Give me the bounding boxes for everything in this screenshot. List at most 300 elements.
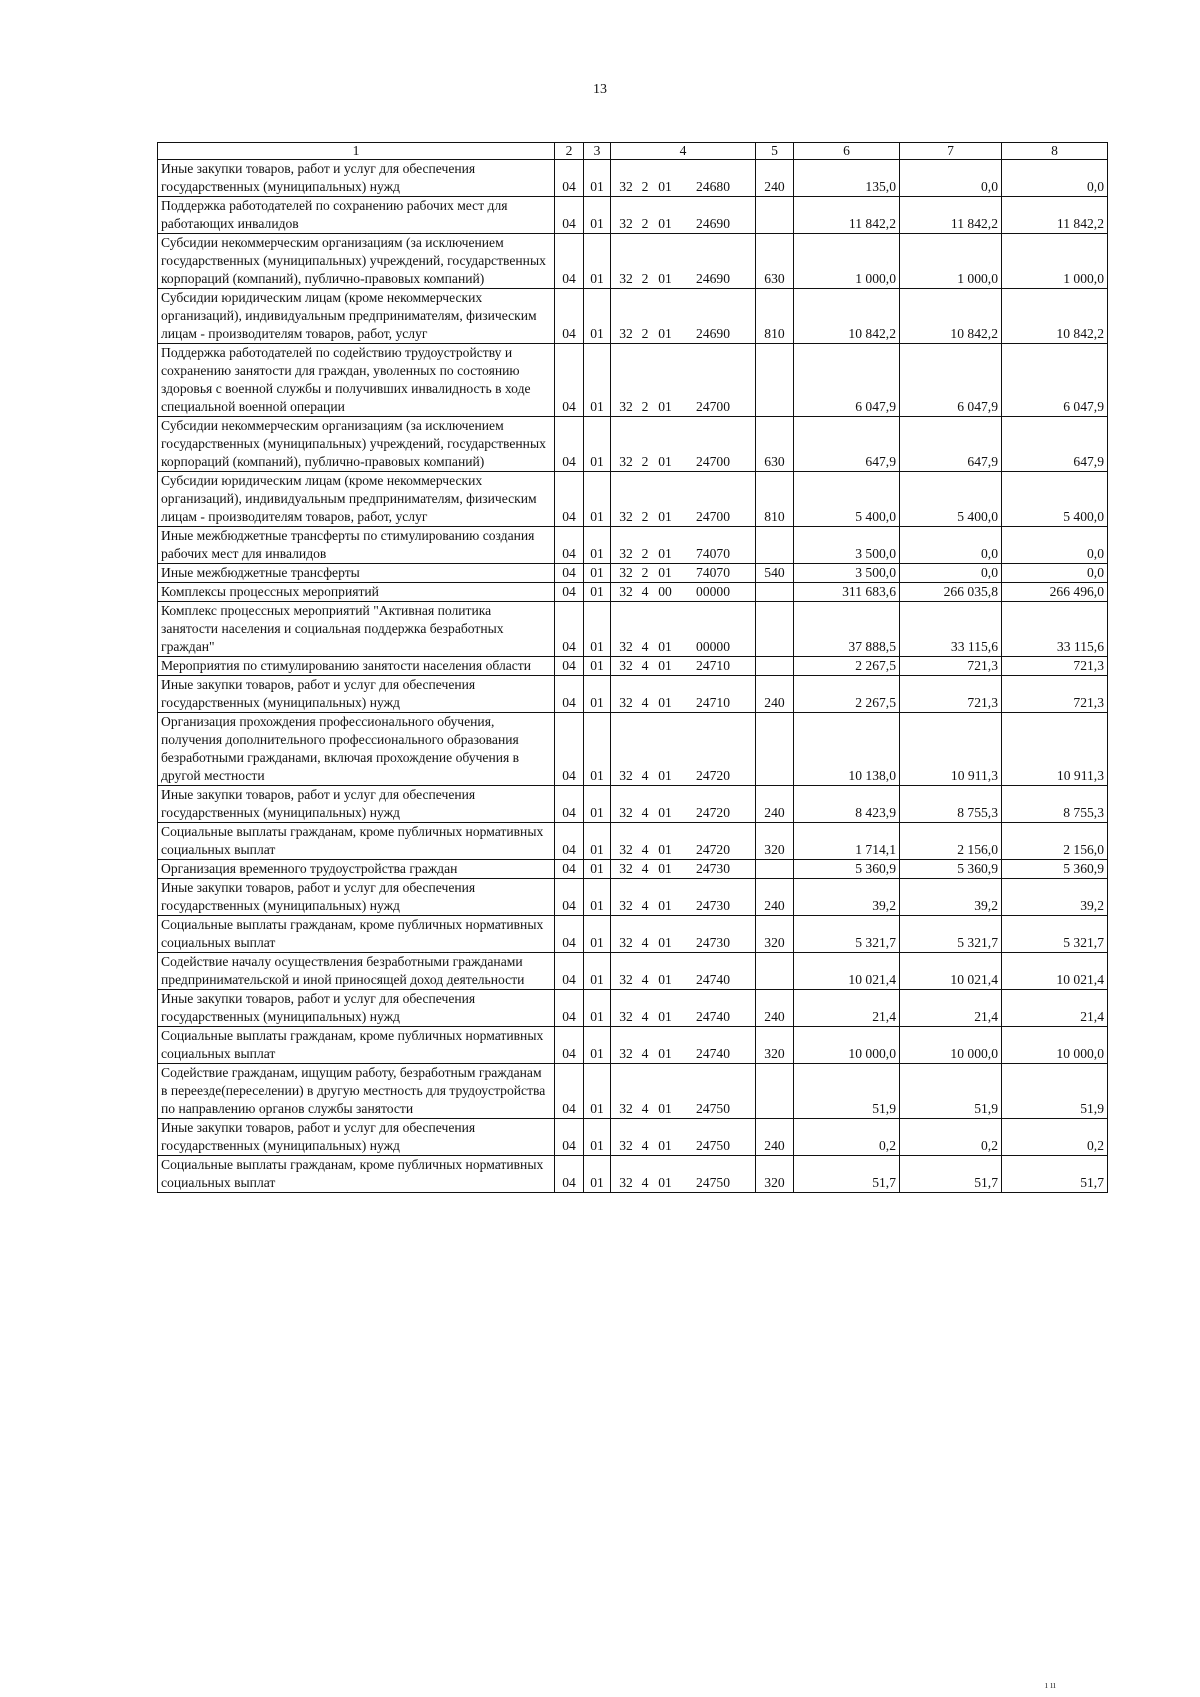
- row-amount-year2: 10 842,2: [900, 289, 1002, 344]
- row-amount-year1: 10 000,0: [794, 1027, 900, 1064]
- row-expense-type: 320: [756, 1156, 794, 1193]
- code-direction: 24710: [696, 658, 730, 673]
- row-target-code: [611, 234, 756, 289]
- code-type: 2: [641, 454, 649, 469]
- code-subprogram: 01: [658, 326, 672, 341]
- row-subsection: 01: [584, 527, 611, 564]
- row-subsection: 01: [584, 197, 611, 234]
- header-col-6: 6: [794, 143, 900, 160]
- row-target-code: [611, 160, 756, 197]
- row-name: Комплексы процессных мероприятий: [158, 583, 555, 602]
- table-row: [158, 472, 1108, 527]
- code-subprogram: 01: [658, 1101, 672, 1116]
- row-amount-year2: 10 021,4: [900, 953, 1002, 990]
- row-subsection: 01: [584, 823, 611, 860]
- row-expense-type: 240: [756, 879, 794, 916]
- code-program: 32: [619, 326, 633, 341]
- code-program: 32: [619, 271, 633, 286]
- row-amount-year2: 6 047,9: [900, 344, 1002, 417]
- page-number: 13: [593, 82, 607, 97]
- code-subprogram: 01: [658, 399, 672, 414]
- code-type: 4: [641, 658, 649, 673]
- row-amount-year1: 1 000,0: [794, 234, 900, 289]
- row-expense-type: 320: [756, 1027, 794, 1064]
- code-subprogram: 01: [658, 1009, 672, 1024]
- code-type: 4: [641, 1101, 649, 1116]
- code-direction: 24700: [696, 454, 730, 469]
- row-expense-type: 240: [756, 160, 794, 197]
- code-direction: 24720: [696, 842, 730, 857]
- row-subsection: 01: [584, 990, 611, 1027]
- row-expense-type: [756, 197, 794, 234]
- row-amount-year1: 3 500,0: [794, 527, 900, 564]
- row-amount-year3: 51,9: [1002, 1064, 1108, 1119]
- code-direction: 74070: [696, 546, 730, 561]
- row-name: Организация временного трудоустройства граждан: [158, 860, 555, 879]
- row-amount-year1: 1 714,1: [794, 823, 900, 860]
- row-name: Социальные выплаты гражданам, кроме публичных нормативных социальных выплат: [158, 1156, 555, 1193]
- code-type: 2: [641, 179, 649, 194]
- code-direction: 24700: [696, 399, 730, 414]
- row-amount-year3: 33 115,6: [1002, 602, 1108, 657]
- row-subsection: 01: [584, 234, 611, 289]
- code-subprogram: 01: [658, 805, 672, 820]
- code-direction: 00000: [696, 639, 730, 654]
- row-target-code: [611, 786, 756, 823]
- row-section: 04: [555, 713, 584, 786]
- row-section: 04: [555, 786, 584, 823]
- row-amount-year3: 5 321,7: [1002, 916, 1108, 953]
- code-program: 32: [619, 546, 633, 561]
- header-col-5: 5: [756, 143, 794, 160]
- row-name: Субсидии некоммерческим организациям (за исключением государственных (муниципальных) учреждений, государственных корпораций (компаний), публично-правовых компаний): [158, 417, 555, 472]
- code-program: 32: [619, 1101, 633, 1116]
- header-col-4: 4: [611, 143, 756, 160]
- row-amount-year2: 10 911,3: [900, 713, 1002, 786]
- code-direction: 24740: [696, 1046, 730, 1061]
- row-amount-year3: 266 496,0: [1002, 583, 1108, 602]
- row-amount-year1: 3 500,0: [794, 564, 900, 583]
- code-type: 4: [641, 1138, 649, 1153]
- row-amount-year1: 2 267,5: [794, 657, 900, 676]
- code-subprogram: 01: [658, 695, 672, 710]
- row-section: 04: [555, 602, 584, 657]
- row-amount-year3: 0,0: [1002, 564, 1108, 583]
- row-section: 04: [555, 1064, 584, 1119]
- row-section: 04: [555, 1119, 584, 1156]
- row-subsection: 01: [584, 786, 611, 823]
- row-target-code: [611, 860, 756, 879]
- row-amount-year1: 2 267,5: [794, 676, 900, 713]
- header-col-1: 1: [158, 143, 555, 160]
- row-target-code: [611, 583, 756, 602]
- row-amount-year1: 5 400,0: [794, 472, 900, 527]
- code-program: 32: [619, 972, 633, 987]
- table-row: [158, 1027, 1108, 1064]
- row-name: Иные межбюджетные трансферты: [158, 564, 555, 583]
- row-amount-year3: 10 842,2: [1002, 289, 1108, 344]
- row-section: 04: [555, 657, 584, 676]
- row-name: Комплекс процессных мероприятий "Активная политика занятости населения и социальная поддержка безработных граждан": [158, 602, 555, 657]
- table-row: [158, 879, 1108, 916]
- table-row: [158, 417, 1108, 472]
- row-expense-type: [756, 1064, 794, 1119]
- row-amount-year1: 311 683,6: [794, 583, 900, 602]
- row-target-code: [611, 564, 756, 583]
- row-target-code: [611, 879, 756, 916]
- row-expense-type: [756, 657, 794, 676]
- code-subprogram: 01: [658, 639, 672, 654]
- row-section: 04: [555, 953, 584, 990]
- row-name: Поддержка работодателей по сохранению рабочих мест для работающих инвалидов: [158, 197, 555, 234]
- code-subprogram: 01: [658, 768, 672, 783]
- row-amount-year2: 1 000,0: [900, 234, 1002, 289]
- code-subprogram: 01: [658, 972, 672, 987]
- code-direction: 24730: [696, 898, 730, 913]
- row-target-code: [611, 713, 756, 786]
- row-amount-year2: 5 321,7: [900, 916, 1002, 953]
- code-subprogram: 01: [658, 861, 672, 876]
- code-type: 4: [641, 639, 649, 654]
- table-row: [158, 953, 1108, 990]
- row-amount-year3: 647,9: [1002, 417, 1108, 472]
- row-name: Социальные выплаты гражданам, кроме публичных нормативных социальных выплат: [158, 916, 555, 953]
- row-amount-year2: 5 400,0: [900, 472, 1002, 527]
- row-subsection: 01: [584, 289, 611, 344]
- code-direction: 24750: [696, 1175, 730, 1190]
- code-program: 32: [619, 898, 633, 913]
- row-amount-year2: 2 156,0: [900, 823, 1002, 860]
- row-target-code: [611, 657, 756, 676]
- code-direction: 24690: [696, 216, 730, 231]
- row-amount-year3: 10 911,3: [1002, 713, 1108, 786]
- code-subprogram: 01: [658, 271, 672, 286]
- row-name: Субсидии юридическим лицам (кроме некоммерческих организаций), индивидуальным предпринимателям, физическим лицам - производителям товаров, работ, услуг: [158, 472, 555, 527]
- table-row: [158, 344, 1108, 417]
- table-row: [158, 1156, 1108, 1193]
- row-amount-year2: 11 842,2: [900, 197, 1002, 234]
- row-section: 04: [555, 860, 584, 879]
- row-section: 04: [555, 1156, 584, 1193]
- code-subprogram: 01: [658, 1175, 672, 1190]
- row-subsection: 01: [584, 583, 611, 602]
- row-name: Иные закупки товаров, работ и услуг для обеспечения государственных (муниципальных) нужд: [158, 676, 555, 713]
- code-type: 2: [641, 509, 649, 524]
- row-amount-year2: 0,0: [900, 527, 1002, 564]
- row-target-code: [611, 1064, 756, 1119]
- code-type: 2: [641, 271, 649, 286]
- code-subprogram: 01: [658, 509, 672, 524]
- row-name: Субсидии некоммерческим организациям (за исключением государственных (муниципальных) учреждений, государственных корпораций (компаний), публично-правовых компаний): [158, 234, 555, 289]
- code-type: 2: [641, 326, 649, 341]
- row-name: Содействие началу осуществления безработными гражданами предпринимательской и иной приносящей доход деятельности: [158, 953, 555, 990]
- row-expense-type: 240: [756, 990, 794, 1027]
- header-col-8: 8: [1002, 143, 1108, 160]
- row-subsection: 01: [584, 713, 611, 786]
- table-row: [158, 657, 1108, 676]
- code-type: 4: [641, 695, 649, 710]
- row-amount-year2: 721,3: [900, 676, 1002, 713]
- row-amount-year1: 51,9: [794, 1064, 900, 1119]
- row-amount-year2: 0,0: [900, 564, 1002, 583]
- row-section: 04: [555, 879, 584, 916]
- row-amount-year3: 0,0: [1002, 160, 1108, 197]
- code-direction: 24720: [696, 805, 730, 820]
- header-col-3: 3: [584, 143, 611, 160]
- row-name: Мероприятия по стимулированию занятости населения области: [158, 657, 555, 676]
- header-row: [158, 143, 1108, 160]
- code-direction: 24750: [696, 1101, 730, 1116]
- row-amount-year1: 37 888,5: [794, 602, 900, 657]
- row-subsection: 01: [584, 657, 611, 676]
- row-name: Поддержка работодателей по содействию трудоустройству и сохранению занятости для граждан, уволенных по состоянию здоровья с военной службы и получивших инвалидность в ходе специальной военной операции: [158, 344, 555, 417]
- row-amount-year3: 0,0: [1002, 527, 1108, 564]
- budget-table: [157, 142, 1108, 1193]
- code-program: 32: [619, 216, 633, 231]
- code-subprogram: 00: [658, 584, 672, 599]
- row-section: 04: [555, 1027, 584, 1064]
- code-subprogram: 01: [658, 565, 672, 580]
- code-subprogram: 01: [658, 1138, 672, 1153]
- row-expense-type: 630: [756, 234, 794, 289]
- row-section: 04: [555, 472, 584, 527]
- row-expense-type: 810: [756, 289, 794, 344]
- code-direction: 24680: [696, 179, 730, 194]
- code-type: 4: [641, 898, 649, 913]
- row-amount-year2: 51,9: [900, 1064, 1002, 1119]
- row-amount-year2: 10 000,0: [900, 1027, 1002, 1064]
- table-row: [158, 713, 1108, 786]
- row-name: Организация прохождения профессионального обучения, получения дополнительного профессионального образования безработными гражданами, включая прохождение обучения в другой местности: [158, 713, 555, 786]
- code-program: 32: [619, 1138, 633, 1153]
- row-amount-year2: 39,2: [900, 879, 1002, 916]
- row-amount-year3: 39,2: [1002, 879, 1108, 916]
- row-expense-type: [756, 583, 794, 602]
- code-program: 32: [619, 861, 633, 876]
- row-target-code: [611, 990, 756, 1027]
- row-section: 04: [555, 417, 584, 472]
- row-amount-year1: 647,9: [794, 417, 900, 472]
- table-row: [158, 527, 1108, 564]
- row-section: 04: [555, 234, 584, 289]
- code-type: 4: [641, 1046, 649, 1061]
- row-amount-year3: 1 000,0: [1002, 234, 1108, 289]
- row-subsection: 01: [584, 602, 611, 657]
- table-row: [158, 160, 1108, 197]
- header-col-2: 2: [555, 143, 584, 160]
- code-program: 32: [619, 454, 633, 469]
- row-target-code: [611, 417, 756, 472]
- table-row: [158, 860, 1108, 879]
- row-amount-year2: 8 755,3: [900, 786, 1002, 823]
- table-row: [158, 990, 1108, 1027]
- row-amount-year3: 10 021,4: [1002, 953, 1108, 990]
- code-type: 4: [641, 1175, 649, 1190]
- code-subprogram: 01: [658, 1046, 672, 1061]
- row-name: Иные закупки товаров, работ и услуг для обеспечения государственных (муниципальных) нужд: [158, 879, 555, 916]
- code-direction: 24740: [696, 1009, 730, 1024]
- row-expense-type: 540: [756, 564, 794, 583]
- code-direction: 24690: [696, 326, 730, 341]
- row-target-code: [611, 527, 756, 564]
- code-direction: 24700: [696, 509, 730, 524]
- scan-mark: ı ıı: [1045, 1680, 1056, 1691]
- row-target-code: [611, 472, 756, 527]
- code-program: 32: [619, 399, 633, 414]
- row-amount-year1: 5 360,9: [794, 860, 900, 879]
- row-subsection: 01: [584, 860, 611, 879]
- row-amount-year1: 5 321,7: [794, 916, 900, 953]
- code-subprogram: 01: [658, 935, 672, 950]
- code-program: 32: [619, 509, 633, 524]
- code-subprogram: 01: [658, 898, 672, 913]
- row-section: 04: [555, 916, 584, 953]
- table-row: [158, 1064, 1108, 1119]
- row-amount-year3: 5 360,9: [1002, 860, 1108, 879]
- code-subprogram: 01: [658, 216, 672, 231]
- code-subprogram: 01: [658, 179, 672, 194]
- table-row: [158, 289, 1108, 344]
- code-direction: 24710: [696, 695, 730, 710]
- row-amount-year2: 0,2: [900, 1119, 1002, 1156]
- row-subsection: 01: [584, 1156, 611, 1193]
- code-type: 2: [641, 399, 649, 414]
- table-row: [158, 197, 1108, 234]
- row-section: 04: [555, 197, 584, 234]
- row-target-code: [611, 916, 756, 953]
- code-program: 32: [619, 639, 633, 654]
- code-program: 32: [619, 1009, 633, 1024]
- header-col-7: 7: [900, 143, 1002, 160]
- code-direction: 24730: [696, 861, 730, 876]
- row-name: Содействие гражданам, ищущим работу, безработным гражданам в переезде(переселении) в другую местность для трудоустройства по направлению органов службы занятости: [158, 1064, 555, 1119]
- row-target-code: [611, 1156, 756, 1193]
- code-program: 32: [619, 565, 633, 580]
- row-section: 04: [555, 990, 584, 1027]
- row-subsection: 01: [584, 1027, 611, 1064]
- code-type: 4: [641, 842, 649, 857]
- row-section: 04: [555, 823, 584, 860]
- row-amount-year2: 33 115,6: [900, 602, 1002, 657]
- row-amount-year3: 0,2: [1002, 1119, 1108, 1156]
- code-type: 4: [641, 584, 649, 599]
- row-amount-year1: 51,7: [794, 1156, 900, 1193]
- row-section: 04: [555, 527, 584, 564]
- row-amount-year3: 2 156,0: [1002, 823, 1108, 860]
- table-row: [158, 786, 1108, 823]
- row-amount-year1: 10 021,4: [794, 953, 900, 990]
- code-subprogram: 01: [658, 454, 672, 469]
- row-target-code: [611, 1027, 756, 1064]
- row-expense-type: 240: [756, 676, 794, 713]
- row-amount-year3: 6 047,9: [1002, 344, 1108, 417]
- row-name: Субсидии юридическим лицам (кроме некоммерческих организаций), индивидуальным предпринимателям, физическим лицам - производителям товаров, работ, услуг: [158, 289, 555, 344]
- code-program: 32: [619, 935, 633, 950]
- row-name: Иные закупки товаров, работ и услуг для обеспечения государственных (муниципальных) нужд: [158, 990, 555, 1027]
- row-name: Иные закупки товаров, работ и услуг для обеспечения государственных (муниципальных) нужд: [158, 786, 555, 823]
- row-subsection: 01: [584, 1064, 611, 1119]
- table-row: [158, 602, 1108, 657]
- row-subsection: 01: [584, 879, 611, 916]
- row-subsection: 01: [584, 344, 611, 417]
- row-target-code: [611, 1119, 756, 1156]
- code-type: 4: [641, 861, 649, 876]
- code-type: 2: [641, 216, 649, 231]
- row-amount-year1: 0,2: [794, 1119, 900, 1156]
- row-amount-year3: 10 000,0: [1002, 1027, 1108, 1064]
- row-amount-year1: 6 047,9: [794, 344, 900, 417]
- code-direction: 74070: [696, 565, 730, 580]
- row-expense-type: [756, 527, 794, 564]
- code-program: 32: [619, 1175, 633, 1190]
- row-target-code: [611, 344, 756, 417]
- code-program: 32: [619, 695, 633, 710]
- row-amount-year2: 266 035,8: [900, 583, 1002, 602]
- code-program: 32: [619, 179, 633, 194]
- row-expense-type: 240: [756, 1119, 794, 1156]
- row-expense-type: [756, 953, 794, 990]
- code-direction: 24690: [696, 271, 730, 286]
- row-subsection: 01: [584, 160, 611, 197]
- row-amount-year1: 21,4: [794, 990, 900, 1027]
- row-section: 04: [555, 344, 584, 417]
- code-program: 32: [619, 805, 633, 820]
- row-name: Социальные выплаты гражданам, кроме публичных нормативных социальных выплат: [158, 1027, 555, 1064]
- code-subprogram: 01: [658, 546, 672, 561]
- row-name: Иные закупки товаров, работ и услуг для обеспечения государственных (муниципальных) нужд: [158, 1119, 555, 1156]
- row-expense-type: 320: [756, 823, 794, 860]
- row-amount-year1: 10 842,2: [794, 289, 900, 344]
- row-amount-year3: 5 400,0: [1002, 472, 1108, 527]
- row-subsection: 01: [584, 1119, 611, 1156]
- row-target-code: [611, 197, 756, 234]
- code-type: 4: [641, 1009, 649, 1024]
- code-type: 4: [641, 768, 649, 783]
- row-expense-type: [756, 860, 794, 879]
- row-target-code: [611, 823, 756, 860]
- row-expense-type: 320: [756, 916, 794, 953]
- code-type: 4: [641, 935, 649, 950]
- row-subsection: 01: [584, 953, 611, 990]
- row-amount-year3: 51,7: [1002, 1156, 1108, 1193]
- row-amount-year3: 721,3: [1002, 657, 1108, 676]
- code-subprogram: 01: [658, 842, 672, 857]
- code-program: 32: [619, 768, 633, 783]
- row-amount-year1: 10 138,0: [794, 713, 900, 786]
- code-program: 32: [619, 842, 633, 857]
- table-row: [158, 234, 1108, 289]
- row-expense-type: [756, 602, 794, 657]
- row-amount-year2: 21,4: [900, 990, 1002, 1027]
- row-expense-type: [756, 344, 794, 417]
- code-type: 2: [641, 546, 649, 561]
- row-target-code: [611, 676, 756, 713]
- row-amount-year3: 11 842,2: [1002, 197, 1108, 234]
- row-amount-year1: 39,2: [794, 879, 900, 916]
- row-amount-year2: 51,7: [900, 1156, 1002, 1193]
- row-name: Иные межбюджетные трансферты по стимулированию создания рабочих мест для инвалидов: [158, 527, 555, 564]
- code-direction: 00000: [696, 584, 730, 599]
- row-subsection: 01: [584, 417, 611, 472]
- code-type: 4: [641, 972, 649, 987]
- code-direction: 24730: [696, 935, 730, 950]
- row-amount-year2: 721,3: [900, 657, 1002, 676]
- code-type: 4: [641, 805, 649, 820]
- row-amount-year2: 5 360,9: [900, 860, 1002, 879]
- code-program: 32: [619, 584, 633, 599]
- row-amount-year3: 721,3: [1002, 676, 1108, 713]
- row-amount-year3: 21,4: [1002, 990, 1108, 1027]
